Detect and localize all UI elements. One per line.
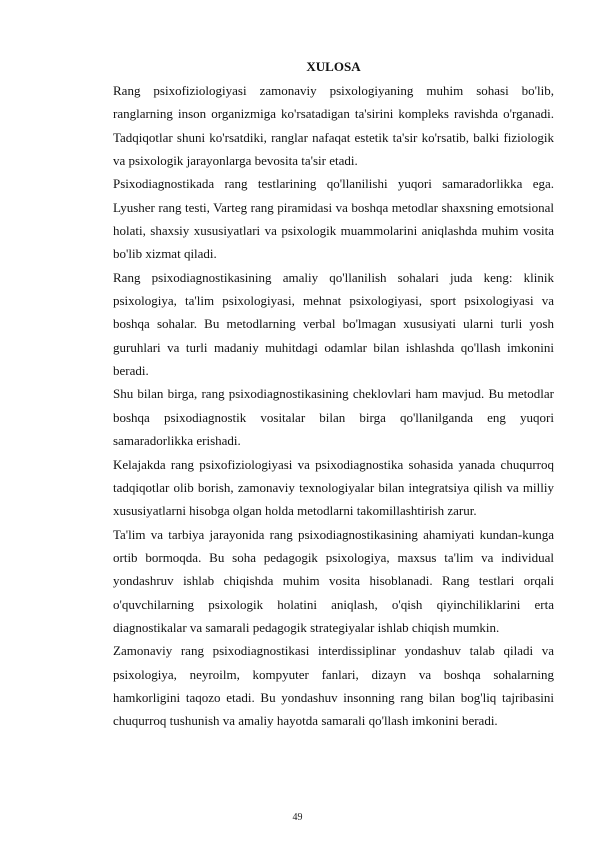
paragraph-4-text: Shu bilan birga, rang psixodiagnostikasining cheklovlari ham mavjud. Bu metodlar boshqa psixodiagnostik vositalar bilan birga qo'llanilganda eng yuqori samaradorlikka erishadi. — [113, 386, 554, 449]
page-number: 49 — [292, 812, 303, 823]
paragraph-1-text: Rang psixofiziologiyasi zamonaviy psixologiyaning muhim sohasi bo'lib, ranglarning inson organizmiga ko'rsatadigan ta'sirini kompleks ravishda o'rganadi. Tadqiqotlar shuni ko'rsatdiki, ranglar nafaqat estetik ta'sir ko'rsatib, balki fiziologik va psixologik jarayonlarga bevosita ta'sir etadi. — [113, 83, 554, 169]
page-content — [113, 55, 554, 733]
paragraph-7 — [113, 639, 554, 732]
paragraph-4 — [113, 382, 554, 452]
paragraph-5-text: Kelajakda rang psixofiziologiyasi va psixodiagnostika sohasida yanada chuqurroq tadqiqotlar olib borish, zamonaviy texnologiyalar bilan integratsiya qilish va milliy xususiyatlarni hisobga olgan holda metodlarni takomillashtirish zarur. — [113, 456, 554, 519]
paragraph-2-text: Psixodiagnostikada rang testlarining qo'llanilishi yuqori samaradorlikka ega. Lyusher rang testi, Varteg rang piramidasi va boshqa metodlar shaxsning emotsional holati, shaxsiy xususiyatlari va psixologik muammolarini aniqlashda muhim vosita bo'lib xizmat qiladi. — [113, 176, 554, 262]
paragraph-2 — [113, 172, 554, 265]
paragraph-1 — [113, 79, 554, 172]
paragraph-5 — [113, 453, 554, 523]
section-heading: XULOSA — [306, 59, 361, 74]
paragraph-7-text: Zamonaviy rang psixodiagnostikasi interdissiplinar yondashuv talab qiladi va psixologiya, neyroilm, kompyuter fanlari, dizayn va boshqa sohalarning hamkorligini taqozo etadi. Bu yondashuv insonning rang bilan bog'liq tajribasini chuqurroq tushunish va amaliy hayotda samarali qo'llash imkonini beradi. — [113, 643, 554, 729]
paragraph-3 — [113, 266, 554, 383]
paragraph-6 — [113, 523, 554, 640]
paragraph-3-text: Rang psixodiagnostikasining amaliy qo'llanilish sohalari juda keng: klinik psixologiya, ta'lim psixologiyasi, mehnat psixologiyasi, sport psixologiyasi va boshqa sohalar. Bu metodlarning verbal bo'lmagan xususiyati ularni turli yosh guruhlari va turli madaniy muhitdagi odamlar bilan ishlashda qo'llash imkonini beradi. — [113, 269, 554, 379]
paragraph-6-text: Ta'lim va tarbiya jarayonida rang psixodiagnostikasining ahamiyati kundan-kunga ortib bormoqda. Bu soha pedagogik psixologiya, maxsus ta'lim va individual yondashruv ishlab chiqishda muhim vosita hisoblanadi. Rang testlari orqali o'quvchilarning psixologik holatini aniqlash, o'qish qiyinchiliklarini erta diagnostikalar va samarali pedagogik strategiyalar ishlab chiqish mumkin. — [113, 526, 554, 635]
